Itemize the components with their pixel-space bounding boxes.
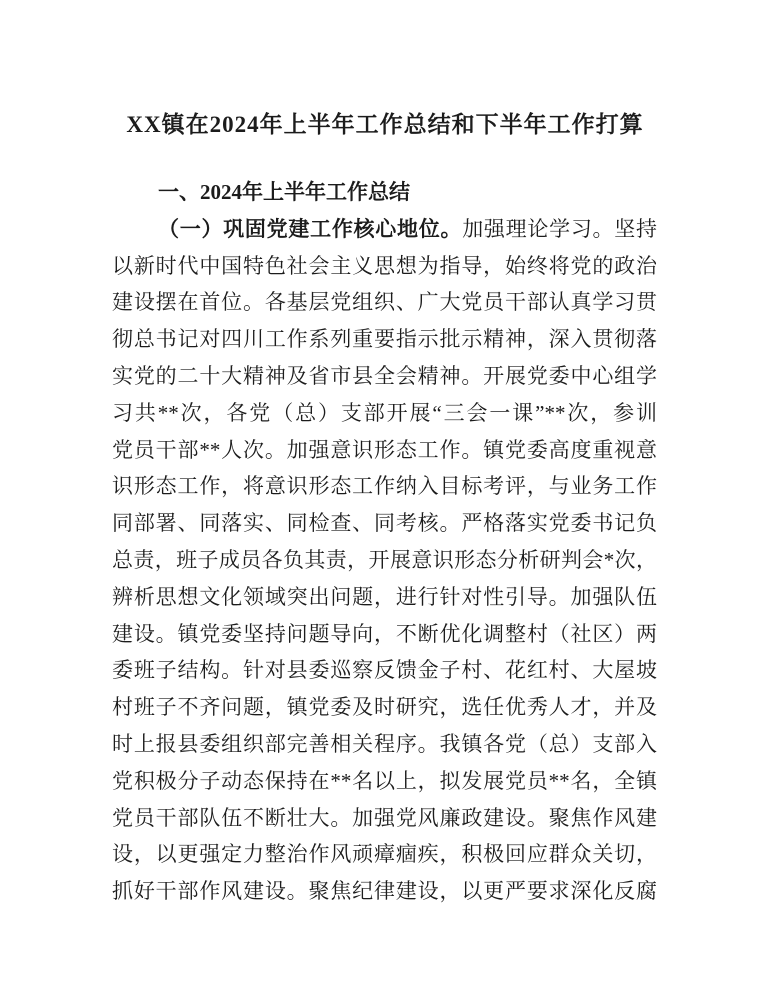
paragraph-line-2: 以新时代中国特色社会主义思想为指导，始终将党的政治 (112, 253, 657, 278)
paragraph-line-4: 彻总书记对四川工作系列重要指示批示精神，深入贯彻落 (112, 327, 657, 352)
paragraph-line-1 (112, 211, 657, 248)
paragraph-line-16: 党积极分子动态保持在**名以上，拟发展党员**名，全镇 (112, 768, 657, 793)
paragraph-line-17: 党员干部队伍不断壮大。加强党风廉政建设。聚焦作风建 (112, 805, 657, 830)
paragraph-line-18: 设，以更强定力整治作风顽瘴痼疾，积极回应群众关切， (112, 842, 657, 867)
paragraph-line-13: 委班子结构。针对县委巡察反馈金子村、花红村、大屋坡 (112, 658, 657, 683)
paragraph-line-6: 习共**次，各党（总）支部开展“三会一课”**次，参训 (112, 400, 657, 425)
document-title: XX镇在2024年上半年工作总结和下半年工作打算 (126, 112, 644, 137)
section-heading: 一、2024年上半年工作总结 (158, 180, 410, 204)
paragraph-lead-bold: （一）巩固党建工作核心地位。 (158, 216, 463, 241)
paragraph-line-9: 同部署、同落实、同检查、同考核。严格落实党委书记负 (112, 511, 657, 536)
paragraph-line-8: 识形态工作，将意识形态工作纳入目标考评，与业务工作 (112, 474, 657, 499)
paragraph-line-3: 建设摆在首位。各基层党组织、广大党员干部认真学习贯 (112, 290, 657, 315)
paragraph-line-14: 村班子不齐问题，镇党委及时研究，选任优秀人才，并及 (112, 695, 657, 720)
paragraph-line-12: 建设。镇党委坚持问题导向，不断优化调整村（社区）两 (112, 621, 657, 646)
paragraph-line-10: 总责，班子成员各负其责，开展意识形态分析研判会*次， (112, 547, 657, 572)
paragraph-line-5: 实党的二十大精神及省市县全会精神。开展党委中心组学 (112, 363, 657, 388)
paragraph-line-15: 时上报县委组织部完善相关程序。我镇各党（总）支部入 (112, 731, 657, 756)
paragraph-lead-rest: 加强理论学习。坚持 (462, 216, 657, 241)
paragraph-line-19: 抓好干部作风建设。聚焦纪律建设，以更严要求深化反腐 (112, 879, 657, 904)
paragraph-line-11: 辨析思想文化领域突出问题，进行针对性引导。加强队伍 (112, 584, 657, 609)
paragraph-line-7: 党员干部**人次。加强意识形态工作。镇党委高度重视意 (112, 437, 657, 462)
document-body (112, 174, 657, 910)
